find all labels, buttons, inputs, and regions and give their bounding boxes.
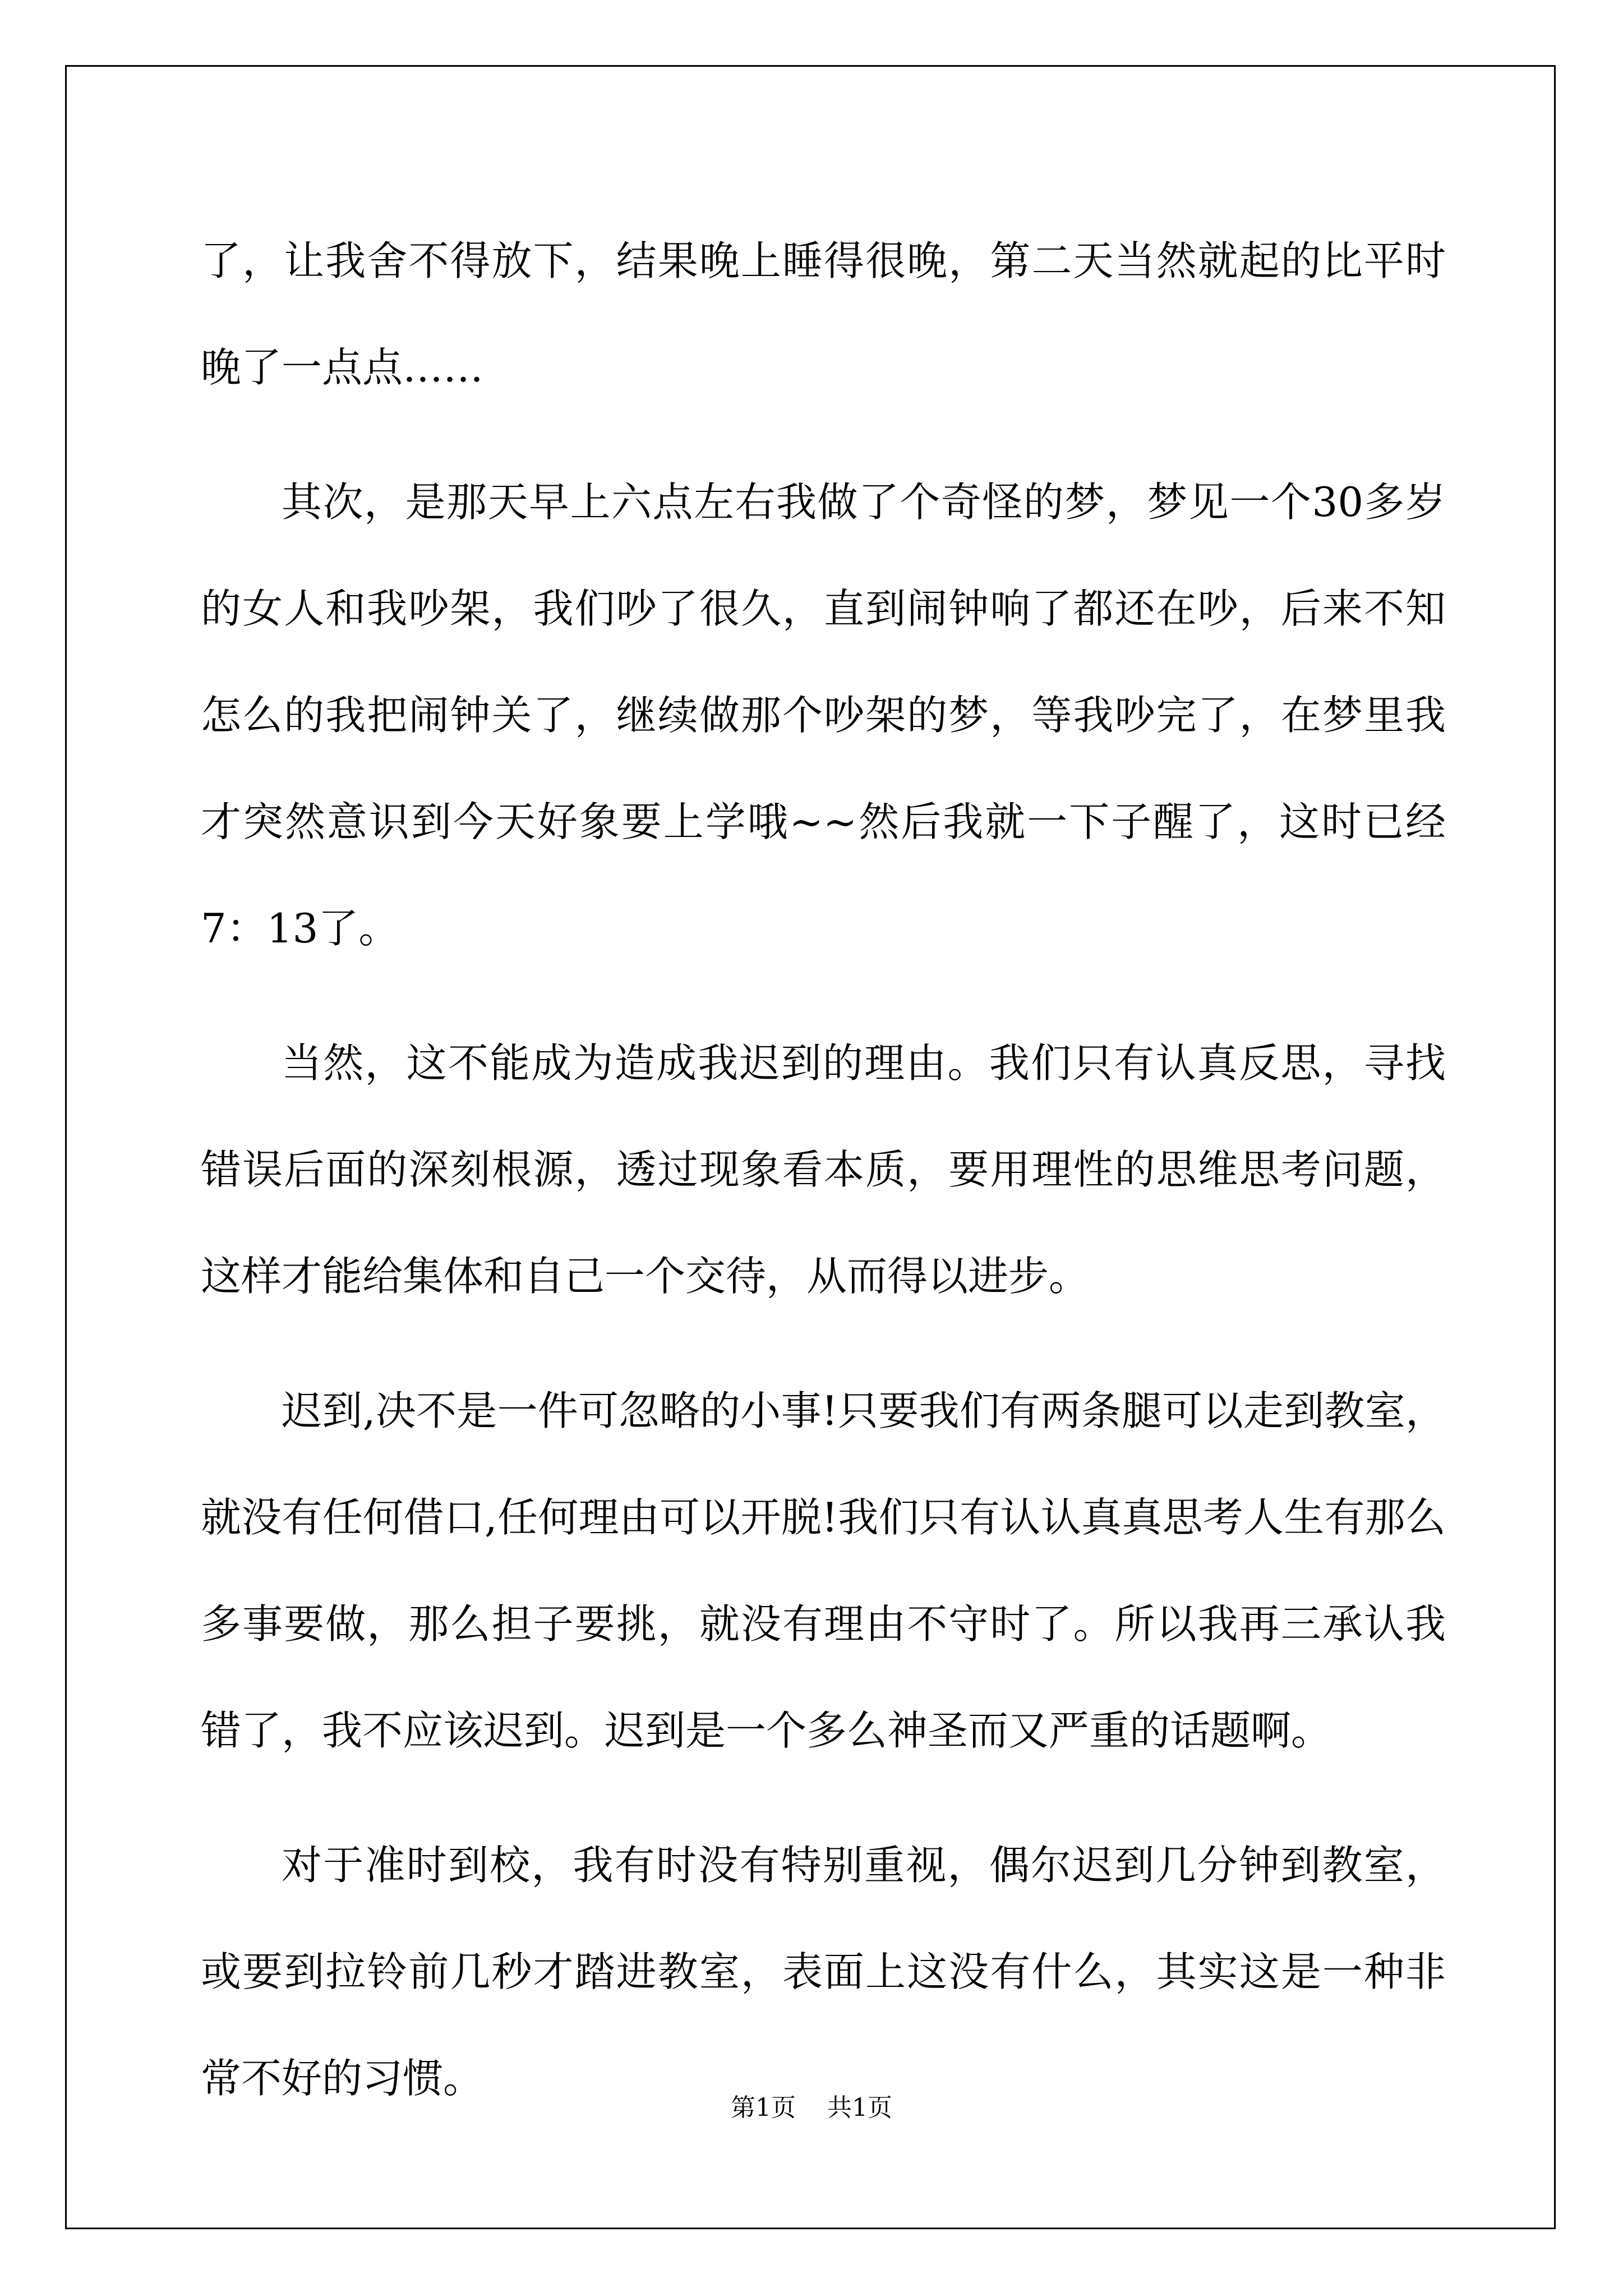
paragraph-3: 当然，这不能成为造成我迟到的理由。我们只有认真反思，寻找错误后面的深刻根源，透过现象看本质，要用理性的思维思考问题，这样才能给集体和自己一个交待，从而得以进步。 [201,1039,1446,1300]
paragraph-4: 迟到,决不是一件可忽略的小事!只要我们有两条腿可以走到教室，就没有任何借口,任何理由可以开脱!我们只有认认真真思考人生有那么多事要做，那么担子要挑，就没有理由不守时了。所以我再三承认我错了，我不应该迟到。迟到是一个多么神圣而又严重的话题啊。 [201,1387,1446,1754]
paragraph-1: 了，让我舍不得放下，结果晚上睡得很晚，第二天当然就起的比平时晚了一点点…… [201,237,1446,391]
document-body [201,208,1446,2160]
paragraph-5: 对于准时到校，我有时没有特别重视，偶尔迟到几分钟到教室，或要到拉铃前几秒才踏进教室，表面上这没有什么，其实这是一种非常不好的习惯。 [201,1842,1446,2102]
page-total: 共1页 [827,2093,892,2122]
page-footer [0,2091,1623,2125]
paragraph-2: 其次，是那天早上六点左右我做了个奇怪的梦，梦见一个30多岁的女人和我吵架，我们吵了很久，直到闹钟响了都还在吵，后来不知怎么的我把闹钟关了，继续做那个吵架的梦，等我吵完了，在梦里我才突然意识到今天好象要上学哦~~然后我就一下子醒了，这时已经7：13了。 [201,478,1446,952]
footer-separator [796,2093,827,2122]
page-number: 第1页 [731,2093,796,2122]
